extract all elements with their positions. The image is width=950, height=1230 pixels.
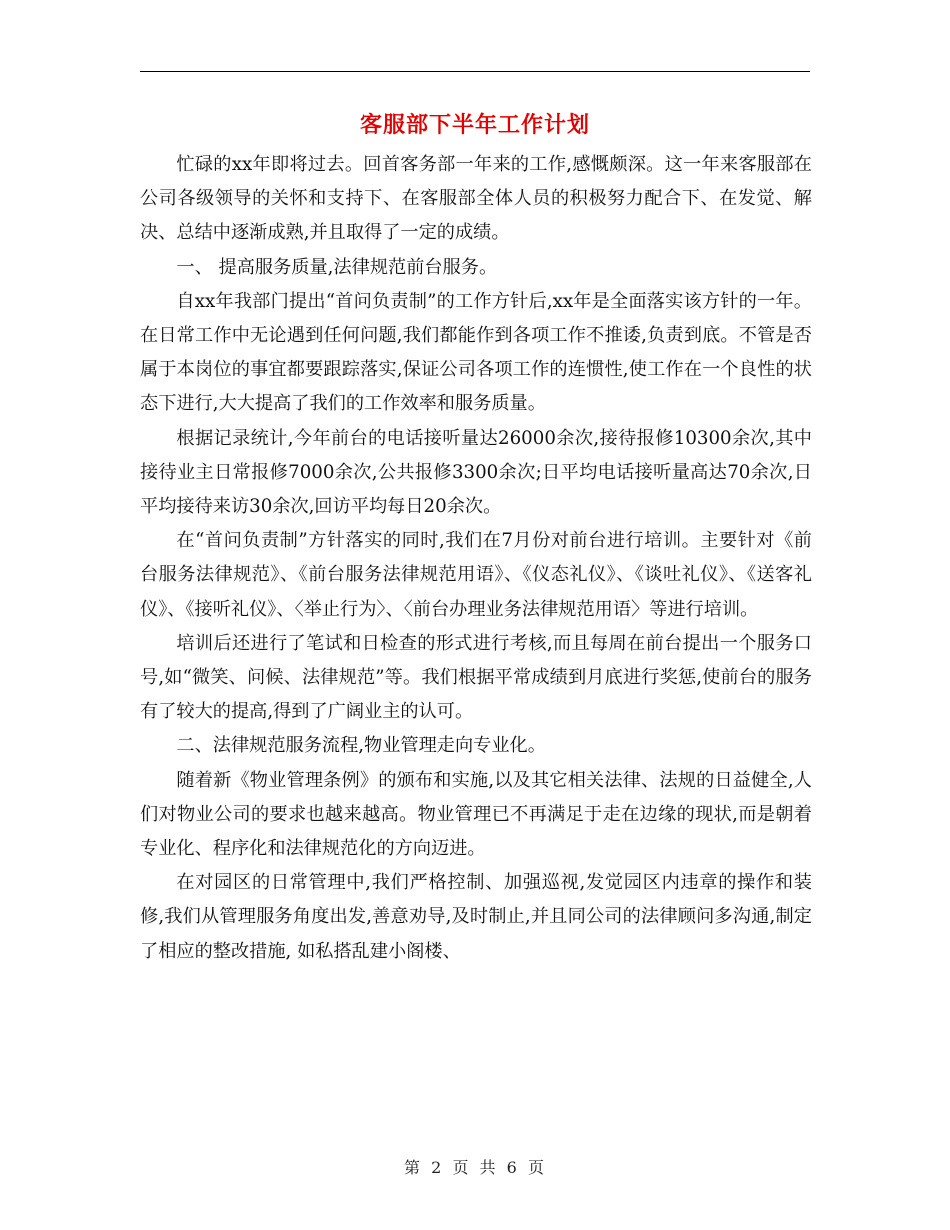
footer-total-pages: 6	[506, 1158, 519, 1177]
document-body	[140, 148, 812, 969]
paragraph-first-question: 自xx年我部门提出“首问负责制”的工作方针后,xx年是全面落实该方针的一年。在日常工作中无论遇到任何问题,我们都能作到各项工作不推诿,负责到底。不管是否属于本岗位的事宜都要跟踪落实,保证公司各项工作的连惯性,使工作在一个良性的状态下进行,大大提高了我们的工作效率和服务质量。	[140, 290, 812, 415]
paragraph-training: 在“首问负责制”方针落实的同时,我们在7月份对前台进行培训。主要针对《前台服务法律规范》、《前台服务法律规范用语》、《仪态礼仪》、《谈吐礼仪》、《送客礼仪》、《接听礼仪》、〈举止行为〉、〈前台办理业务法律规范用语〉等进行培训。	[140, 530, 812, 620]
paragraph-assessment: 培训后还进行了笔试和日检查的形式进行考核,而且每周在前台提出一个服务口号,如“微笑、问候、法律规范”等。我们根据平常成绩到月底进行奖惩,使前台的服务有了较大的提高,得到了广阔业主的认可。	[140, 632, 812, 723]
paragraph-regulations: 随着新《物业管理条例》的颁布和实施,以及其它相关法律、法规的日益健全,人们对物业公司的要求也越来越高。物业管理已不再满足于走在边缘的现状,而是朝着专业化、程序化和法律规范化的方向迈进。	[140, 769, 812, 860]
footer-prefix: 第	[404, 1158, 423, 1177]
document-title: 客服部下半年工作计划	[359, 112, 590, 138]
paragraph-park-management: 在对园区的日常管理中,我们严格控制、加强巡视,发觉园区内违章的操作和装修,我们从管理服务角度出发,善意劝导,及时制止,并且同公司的法律顾问多沟通,制定了相应的整改措施, 如私搭乱建小阁楼、	[140, 872, 812, 962]
paragraph-intro: 忙碌的xx年即将过去。回首客务部一年来的工作,感慨颇深。这一年来客服部在公司各级领导的关怀和支持下、在客服部全体人员的积极努力配合下、在发觉、解决、总结中逐渐成熟,并且取得了一定的成绩。	[140, 154, 812, 244]
footer-page-word: 页	[452, 1158, 471, 1177]
section-heading-1: 一、 提高服务质量,法律规范前台服务。	[176, 256, 498, 278]
footer-current-page: 2	[431, 1158, 444, 1177]
section-heading-2: 二、法律规范服务流程,物业管理走向专业化。	[176, 735, 546, 757]
footer-total-word: 共	[479, 1158, 498, 1177]
header-rule	[140, 71, 810, 72]
page-footer	[0, 1155, 950, 1178]
paragraph-statistics: 根据记录统计,今年前台的电话接听量达26000余次,接待报修10300余次,其中接待业主日常报修7000余次,公共报修3300余次;日平均电话接听量高达70余次,日平均接待来访30余次,回访平均每日20余次。	[140, 427, 812, 518]
footer-suffix: 页	[527, 1158, 546, 1177]
